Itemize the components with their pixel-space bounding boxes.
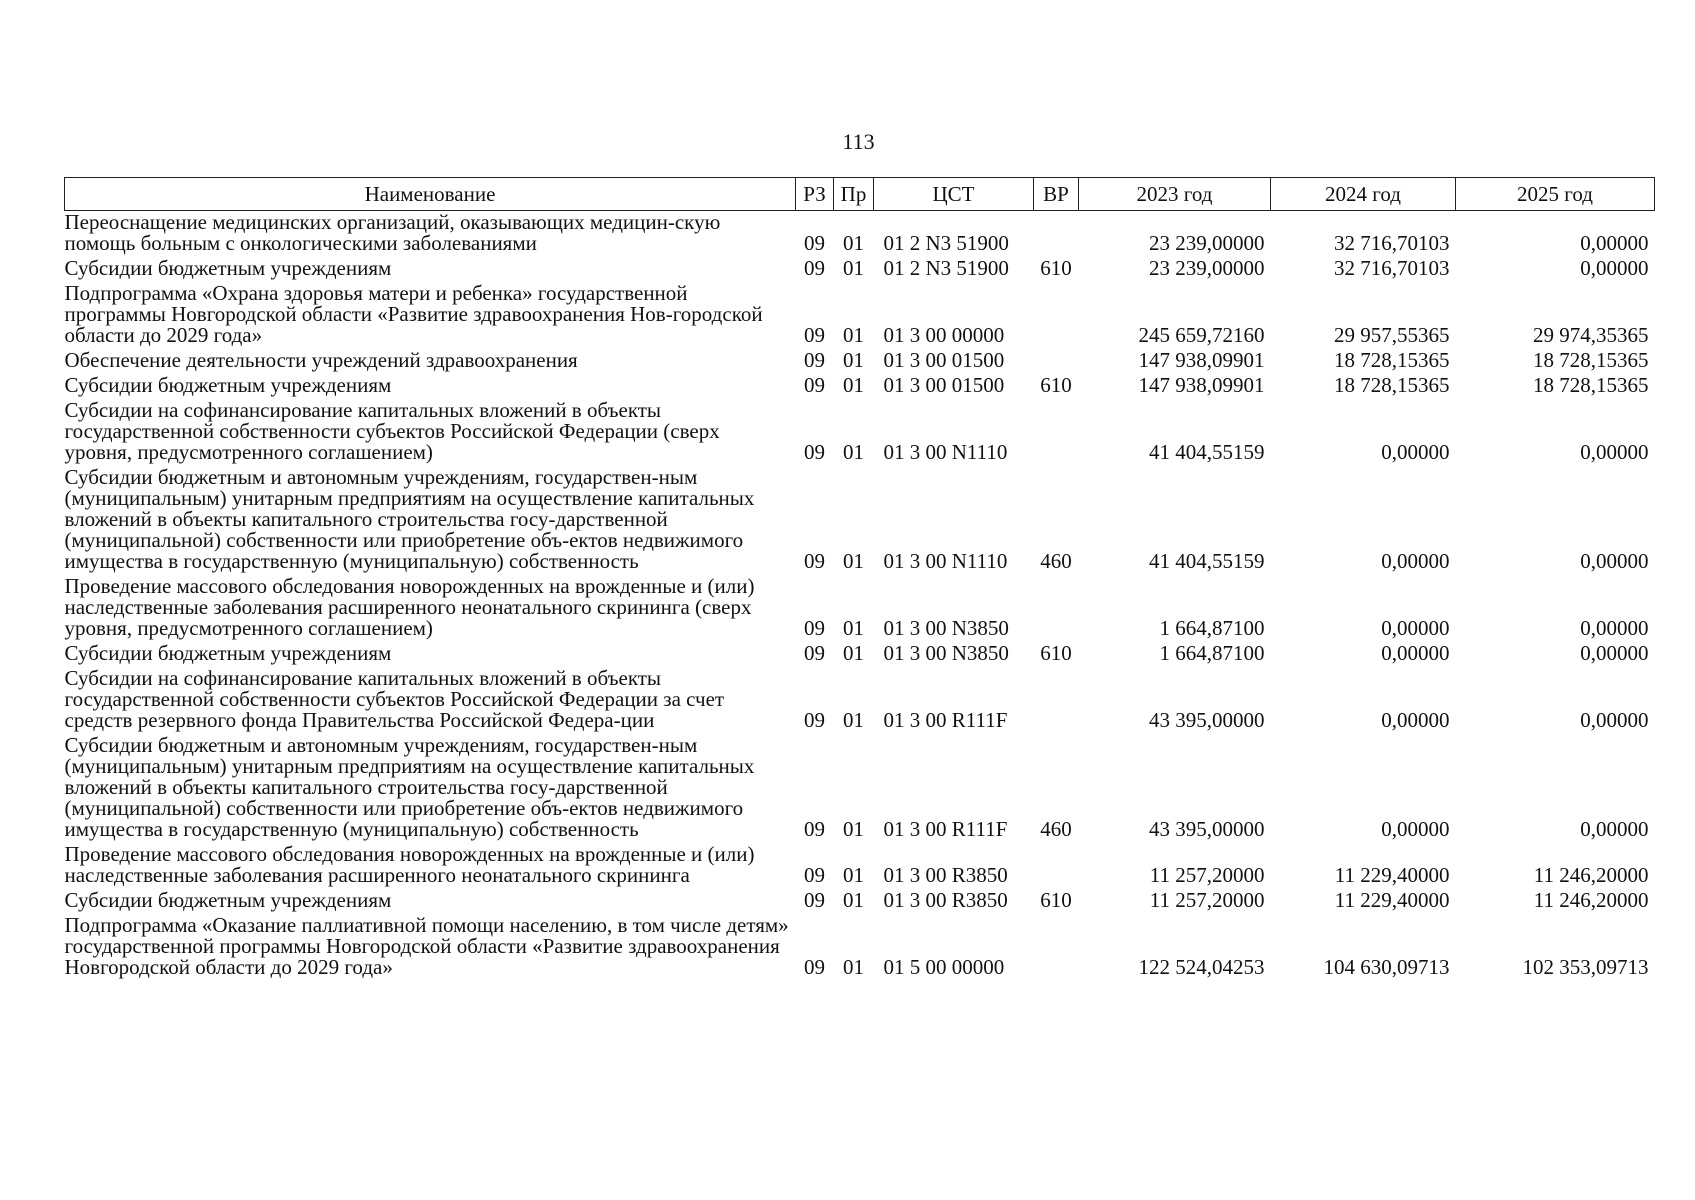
cell-pr: 01 <box>843 817 864 841</box>
cell-rz: 09 <box>804 863 825 887</box>
cell-2023: 1 664,87100 <box>1159 641 1265 665</box>
cell-2025: 29 974,35365 <box>1533 323 1649 347</box>
cell-vr: 610 <box>1040 256 1072 280</box>
cell-2025: 18 728,15365 <box>1533 373 1649 397</box>
cell-2023: 1 664,87100 <box>1159 616 1265 640</box>
cell-name: Субсидии бюджетным учреждениям <box>64 256 392 280</box>
cell-pr: 01 <box>843 348 864 372</box>
cell-vr: 460 <box>1040 549 1072 573</box>
cell-pr: 01 <box>843 708 864 732</box>
cell-rz: 09 <box>804 641 825 665</box>
cell-rz: 09 <box>804 348 825 372</box>
col-header-2024: 2024 год <box>1271 178 1456 211</box>
cell-pr: 01 <box>843 616 864 640</box>
cell-2024: 0,00000 <box>1381 440 1450 464</box>
cell-cst: 01 3 00 01500 <box>883 348 1005 372</box>
col-header-2025: 2025 год <box>1456 178 1655 211</box>
table-row <box>65 349 1655 374</box>
cell-rz: 09 <box>804 616 825 640</box>
cell-cst: 01 3 00 N3850 <box>883 616 1009 640</box>
cell-cst: 01 5 00 00000 <box>883 955 1005 979</box>
cell-2024: 0,00000 <box>1381 549 1450 573</box>
cell-2024: 0,00000 <box>1381 616 1450 640</box>
cell-pr: 01 <box>843 323 864 347</box>
cell-name: Субсидии бюджетным учреждениям <box>64 641 392 665</box>
cell-cst: 01 3 00 00000 <box>883 323 1005 347</box>
cell-pr: 01 <box>843 373 864 397</box>
cell-2024: 32 716,70103 <box>1334 231 1450 255</box>
col-header-vr: ВР <box>1034 178 1079 211</box>
cell-cst: 01 3 00 R111F <box>883 708 1008 732</box>
cell-name: Субсидии бюджетным и автономным учреждениям, государствен-ным (муниципальным) унитарным предприятиям на осуществление капитальных вложений в объекты капитального строительства госу-дарственной (муниципальной) собственности или приобретение объ-ектов недвижимого имущества в государственную (муниципальную) собственность <box>64 733 755 841</box>
cell-rz: 09 <box>804 323 825 347</box>
cell-2024: 11 229,40000 <box>1334 888 1450 912</box>
cell-2025: 0,00000 <box>1580 440 1649 464</box>
cell-cst: 01 3 00 R3850 <box>883 888 1008 912</box>
cell-cst: 01 3 00 01500 <box>883 373 1005 397</box>
cell-2024: 0,00000 <box>1381 817 1450 841</box>
cell-2024: 0,00000 <box>1381 641 1450 665</box>
cell-pr: 01 <box>843 888 864 912</box>
table-header <box>65 178 1655 211</box>
table-row <box>65 282 1655 349</box>
table-row <box>65 734 1655 843</box>
cell-2024: 18 728,15365 <box>1334 373 1450 397</box>
cell-name: Подпрограмма «Охрана здоровья матери и ребенка» государственной программы Новгородской области «Развитие здравоохранения Нов-городской области до 2029 года» <box>64 281 763 347</box>
cell-cst: 01 3 00 N3850 <box>883 641 1009 665</box>
cell-2025: 18 728,15365 <box>1533 348 1649 372</box>
cell-rz: 09 <box>804 256 825 280</box>
cell-2024: 11 229,40000 <box>1334 863 1450 887</box>
cell-vr: 460 <box>1040 817 1072 841</box>
cell-2023: 41 404,55159 <box>1149 549 1265 573</box>
cell-name: Проведение массового обследования новорожденных на врожденные и (или) наследственные заболевания расширенного неонатального скрининга (сверх уровня, предусмотренного соглашением) <box>64 574 755 640</box>
cell-name: Переоснащение медицинских организаций, оказывающих медицин-скую помощь больным с онкологическими заболеваниями <box>64 210 721 255</box>
table-row <box>65 843 1655 889</box>
table-row <box>65 914 1655 981</box>
cell-2023: 23 239,00000 <box>1149 231 1265 255</box>
col-header-name: Наименование <box>65 178 796 211</box>
cell-2023: 245 659,72160 <box>1138 323 1265 347</box>
cell-2023: 147 938,09901 <box>1138 373 1265 397</box>
cell-pr: 01 <box>843 641 864 665</box>
cell-2023: 43 395,00000 <box>1149 708 1265 732</box>
cell-name: Проведение массового обследования новорожденных на врожденные и (или) наследственные заболевания расширенного неонатального скрининга <box>64 842 755 887</box>
budget-table <box>64 177 1655 981</box>
cell-pr: 01 <box>843 231 864 255</box>
cell-cst: 01 3 00 N1110 <box>883 549 1008 573</box>
cell-2025: 0,00000 <box>1580 641 1649 665</box>
cell-2025: 0,00000 <box>1580 231 1649 255</box>
cell-2023: 23 239,00000 <box>1149 256 1265 280</box>
page-number: 113 <box>842 129 875 154</box>
cell-vr: 610 <box>1040 888 1072 912</box>
cell-pr: 01 <box>843 863 864 887</box>
cell-2025: 11 246,20000 <box>1533 888 1649 912</box>
cell-2025: 0,00000 <box>1580 817 1649 841</box>
cell-name: Подпрограмма «Оказание паллиативной помощи населению, в том числе детям» государственной программы Новгородской области «Развитие здравоохранения Новгородской области до 2029 года» <box>64 913 789 979</box>
cell-vr <box>1034 399 1079 466</box>
cell-name: Субсидии бюджетным и автономным учреждениям, государствен-ным (муниципальным) унитарным предприятиям на осуществление капитальных вложений в объекты капитального строительства госу-дарственной (муниципальной) собственности или приобретение объ-ектов недвижимого имущества в государственную (муниципальную) собственность <box>64 465 755 573</box>
cell-2025: 0,00000 <box>1580 549 1649 573</box>
table-row <box>65 466 1655 575</box>
cell-2024: 18 728,15365 <box>1334 348 1450 372</box>
cell-2023: 147 938,09901 <box>1138 348 1265 372</box>
cell-rz: 09 <box>804 955 825 979</box>
col-header-cst: ЦСТ <box>874 178 1034 211</box>
table-row <box>65 575 1655 642</box>
cell-2024: 0,00000 <box>1381 708 1450 732</box>
cell-2024: 29 957,55365 <box>1334 323 1450 347</box>
cell-name: Обеспечение деятельности учреждений здравоохранения <box>64 348 578 372</box>
cell-name: Субсидии на софинансирование капитальных вложений в объекты государственной собственности субъектов Российской Федерации за счет средств резервного фонда Правительства Российской Федера-ции <box>64 666 725 732</box>
cell-2024: 32 716,70103 <box>1334 256 1450 280</box>
table-row <box>65 667 1655 734</box>
cell-rz: 09 <box>804 817 825 841</box>
col-header-2023: 2023 год <box>1079 178 1271 211</box>
table-row <box>65 399 1655 466</box>
cell-cst: 01 3 00 R111F <box>883 817 1008 841</box>
table-row <box>65 374 1655 399</box>
cell-vr <box>1034 282 1079 349</box>
col-header-rz: РЗ <box>796 178 834 211</box>
cell-2025: 11 246,20000 <box>1533 863 1649 887</box>
cell-rz: 09 <box>804 549 825 573</box>
cell-name: Субсидии на софинансирование капитальных вложений в объекты государственной собственности субъектов Российской Федерации (сверх уровня, предусмотренного соглашением) <box>64 398 720 464</box>
header-row <box>65 178 1655 211</box>
cell-pr: 01 <box>843 440 864 464</box>
cell-2024: 104 630,09713 <box>1323 955 1450 979</box>
cell-2023: 41 404,55159 <box>1149 440 1265 464</box>
cell-vr <box>1034 211 1079 258</box>
cell-rz: 09 <box>804 440 825 464</box>
cell-cst: 01 3 00 R3850 <box>883 863 1008 887</box>
cell-pr: 01 <box>843 256 864 280</box>
cell-vr <box>1034 667 1079 734</box>
table-row <box>65 642 1655 667</box>
cell-vr <box>1034 914 1079 981</box>
cell-cst: 01 3 00 N1110 <box>883 440 1008 464</box>
cell-vr <box>1034 843 1079 889</box>
cell-vr <box>1034 575 1079 642</box>
cell-2025: 0,00000 <box>1580 616 1649 640</box>
cell-cst: 01 2 N3 51900 <box>883 256 1009 280</box>
table-body <box>65 211 1655 982</box>
cell-2023: 11 257,20000 <box>1149 888 1265 912</box>
cell-rz: 09 <box>804 888 825 912</box>
table-row <box>65 889 1655 914</box>
col-header-pr: Пр <box>834 178 874 211</box>
cell-2025: 102 353,09713 <box>1522 955 1649 979</box>
cell-cst: 01 2 N3 51900 <box>883 231 1009 255</box>
cell-pr: 01 <box>843 955 864 979</box>
cell-2023: 11 257,20000 <box>1149 863 1265 887</box>
cell-2025: 0,00000 <box>1580 256 1649 280</box>
cell-vr: 610 <box>1040 373 1072 397</box>
cell-name: Субсидии бюджетным учреждениям <box>64 888 392 912</box>
cell-vr <box>1034 349 1079 374</box>
cell-pr: 01 <box>843 549 864 573</box>
cell-2023: 43 395,00000 <box>1149 817 1265 841</box>
table-row <box>65 257 1655 282</box>
cell-rz: 09 <box>804 373 825 397</box>
cell-name: Субсидии бюджетным учреждениям <box>64 373 392 397</box>
cell-rz: 09 <box>804 708 825 732</box>
table-row <box>65 211 1655 258</box>
cell-vr: 610 <box>1040 641 1072 665</box>
cell-2023: 122 524,04253 <box>1138 955 1265 979</box>
cell-2025: 0,00000 <box>1580 708 1649 732</box>
cell-rz: 09 <box>804 231 825 255</box>
